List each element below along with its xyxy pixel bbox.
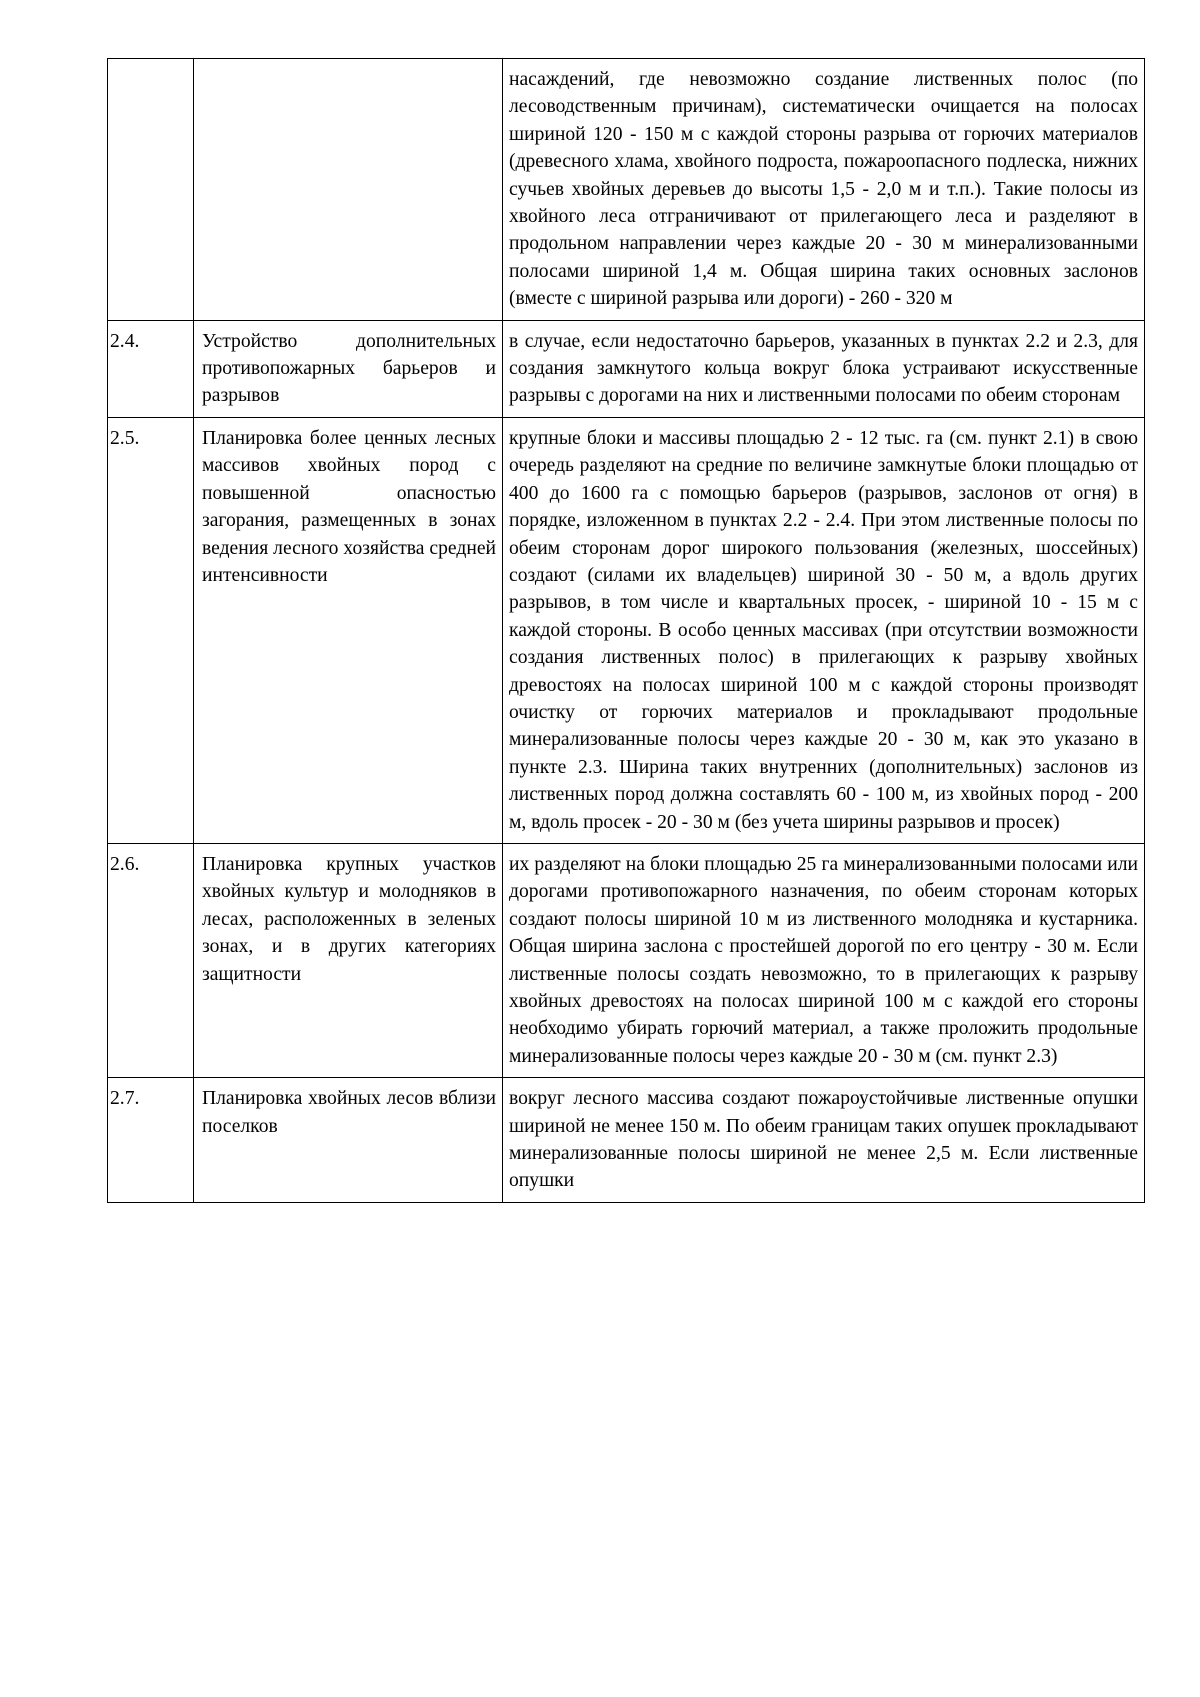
row-description: их разделяют на блоки площадью 25 га минерализованными полосами или дорогами противопожарного назначения, по обеим сторонам которых создают полосы шириной 10 м из лиственного молодняка и кустарника. Общая ширина заслона с простейшей дорогой по его центру - 30 м. Если лиственные полосы создать невозможно, то в прилегающих к разрыву хвойных древостоях на полосах шириной 100 м с каждой его стороны необходимо убирать горючий материал, а также проложить продольные минерализованные полосы через каждые 20 - 30 м (см. пункт 2.3): [503, 843, 1145, 1077]
row-description: крупные блоки и массивы площадью 2 - 12 тыс. га (см. пункт 2.1) в свою очередь разделяют на средние по величине замкнутые блоки площадью от 400 до 1600 га с помощью барьеров (разрывов, заслонов от огня) в порядке, изложенном в пунктах 2.2 - 2.4. При этом лиственные полосы по обеим сторонам дорог широкого пользования (железных, шоссейных) создают (силами их владельцев) шириной 30 - 50 м, а вдоль других разрывов, в том числе и квартальных просек, - шириной 10 - 15 м с каждой стороны. В особо ценных массивах (при отсутствии возможности создания лиственных полос) в прилегающих к разрыву хвойных древостоях на полосах шириной 100 м с каждой стороны производят очистку от горючих материалов и прокладывают продольные минерализованные полосы через каждые 20 - 30 м, как это указано в пункте 2.3. Ширина таких внутренних (дополнительных) заслонов из лиственных пород должна составлять 60 - 100 м, из хвойных пород - 200 м, вдоль просек - 20 - 30 м (без учета ширины разрывов и просек): [503, 417, 1145, 843]
table-row: [108, 417, 1145, 843]
measures-table: [107, 58, 1145, 1203]
table-row: [108, 320, 1145, 417]
row-description: вокруг лесного массива создают пожароустойчивые лиственные опушки шириной не менее 150 м. По обеим границам таких опушек прокладывают минерализованные полосы шириной не менее 2,5 м. Если лиственные опушки: [503, 1078, 1145, 1203]
table-row: [108, 59, 1145, 321]
row-title: Планировка хвойных лесов вблизи поселков: [194, 1078, 503, 1203]
row-description: в случае, если недостаточно барьеров, указанных в пунктах 2.2 и 2.3, для создания замкнутого кольца вокруг блока устраивают искусственные разрывы с дорогами на них и лиственными полосами по обеим сторонам: [503, 320, 1145, 417]
row-title: Планировка крупных участков хвойных культур и молодняков в лесах, расположенных в зеленых зонах, и в других категориях защитности: [194, 843, 503, 1077]
table-row: [108, 843, 1145, 1077]
row-number: 2.7.: [108, 1078, 194, 1203]
row-title: [194, 59, 503, 321]
row-title: Планировка более ценных лесных массивов хвойных пород с повышенной опасностью загорания, размещенных в зонах ведения лесного хозяйства средней интенсивности: [194, 417, 503, 843]
row-title: Устройство дополнительных противопожарных барьеров и разрывов: [194, 320, 503, 417]
table-row: [108, 1078, 1145, 1203]
row-number: [108, 59, 194, 321]
row-number: 2.6.: [108, 843, 194, 1077]
row-number: 2.5.: [108, 417, 194, 843]
row-number: 2.4.: [108, 320, 194, 417]
row-description: насаждений, где невозможно создание лиственных полос (по лесоводственным причинам), систематически очищается на полосах шириной 120 - 150 м с каждой стороны разрыва от горючих материалов (древесного хлама, хвойного подроста, пожароопасного подлеска, нижних сучьев хвойных деревьев до высоты 1,5 - 2,0 м и т.п.). Такие полосы из хвойного леса отграничивают от прилегающего леса и разделяют в продольном направлении через каждые 20 - 30 м минерализованными полосами шириной 1,4 м. Общая ширина таких основных заслонов (вместе с шириной разрыва или дороги) - 260 - 320 м: [503, 59, 1145, 321]
